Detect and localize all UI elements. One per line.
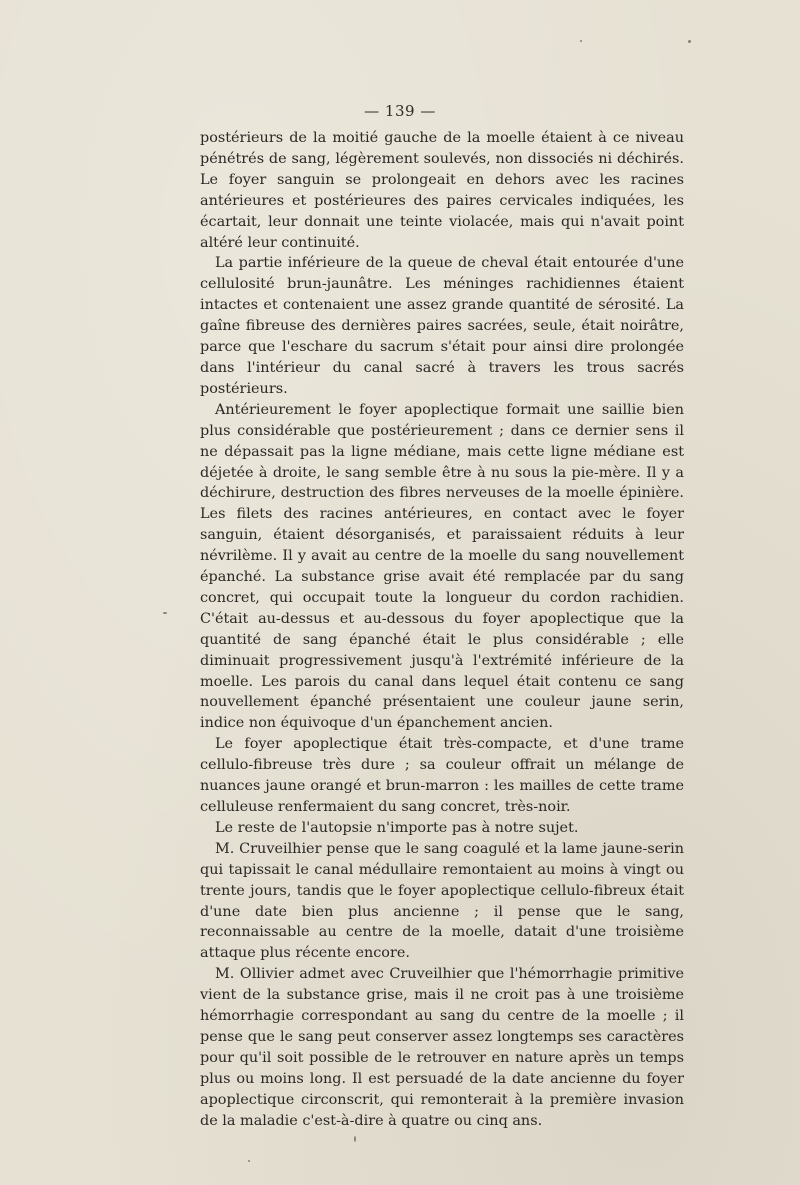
paper-speck <box>163 612 167 614</box>
paragraph: La partie inférieure de la queue de cheval était entourée d'une cellulosité brun-jaunâtre. Les méninges rachidiennes étaient intactes et contenaient une assez grande quantité de sérosité. La gaîne fibreuse des dernières paires sacrées, seule, était noirâtre, parce que l'eschare du sacrum s'était pour ainsi dire prolongée dans l'intérieur du canal sacré à travers les trous sacrés postérieurs. <box>200 255 684 397</box>
paper-speck <box>354 1136 356 1142</box>
paragraph: Antérieurement le foyer apoplectique formait une saillie bien plus considérable que postérieurement ; dans ce dernier sens il ne dépassait pas la ligne médiane, mais cette ligne médiane est déjetée à droite, le sang semble être à nu sous la pie-mère. Il y a déchirure, destruction des fibres nerveuses de la moelle épinière. Les filets des racines antérieures, en contact avec le foyer sanguin, étaient désorganisés, et paraissaient réduits à leur névrilème. Il y avait au centre de la moelle du sang nouvellement épanché. La substance grise avait été remplacée par du sang concret, qui occupait toute la longueur du cordon rachidien. C'était au-dessus et au-dessous du foyer apoplectique que la quantité de sang épanché était le plus considérable ; elle diminuait progressivement jusqu'à l'extrémité inférieure de la moelle. Les parois du canal dans lequel était contenu ce sang nouvellement épanché présentaient une couleur jaune serin, indice non équivoque d'un épanchement ancien. <box>200 401 684 732</box>
paragraph: M. Cruveilhier pense que le sang coagulé et la lame jaune-serin qui tapissait le canal médullaire remontaient au moins à vingt ou trente jours, tandis que le foyer apoplectique cellulo-fibreux était d'une date bien plus ancienne ; il pense que le sang, reconnaissable au centre de la moelle, datait d'une troisième attaque plus récente encore. <box>200 840 684 962</box>
body-text <box>200 128 684 1132</box>
paragraph: Le foyer apoplectique était très-compacte, et d'une trame cellulo-fibreuse très dure ; sa couleur offrait un mélange de nuances jaune orangé et brun-marron : les mailles de cette trame celluleuse renfermaient du sang concret, très-noir. <box>200 736 684 815</box>
paragraph: Le reste de l'autopsie n'importe pas à notre sujet. <box>215 819 579 836</box>
paragraph: M. Ollivier admet avec Cruveilhier que l'hémorrhagie primitive vient de la substance grise, mais il ne croit pas à une troisième hémorrhagie correspondant au sang du centre de la moelle ; il pense que le sang peut conserver assez longtemps ses caractères pour qu'il soit possible de le retrouver en nature après un temps plus ou moins long. Il est persuadé de la date ancienne du foyer apoplectique circonscrit, qui remonterait à la première invasion de la maladie c'est-à-dire à quatre ou cinq ans. <box>200 966 684 1129</box>
page-number: — 139 — <box>364 102 436 120</box>
paper-speck <box>688 40 691 43</box>
paper-speck <box>248 1160 250 1162</box>
paper-speck <box>580 40 582 42</box>
paragraph: postérieurs de la moitié gauche de la moelle étaient à ce niveau pénétrés de sang, légèrement soulevés, non dissociés ni déchirés. Le foyer sanguin se prolongeait en dehors avec les racines antérieures et postérieures des paires cervicales indiquées, les écartait, leur donnait une teinte violacée, mais qui n'avait point altéré leur continuité. <box>200 130 684 251</box>
